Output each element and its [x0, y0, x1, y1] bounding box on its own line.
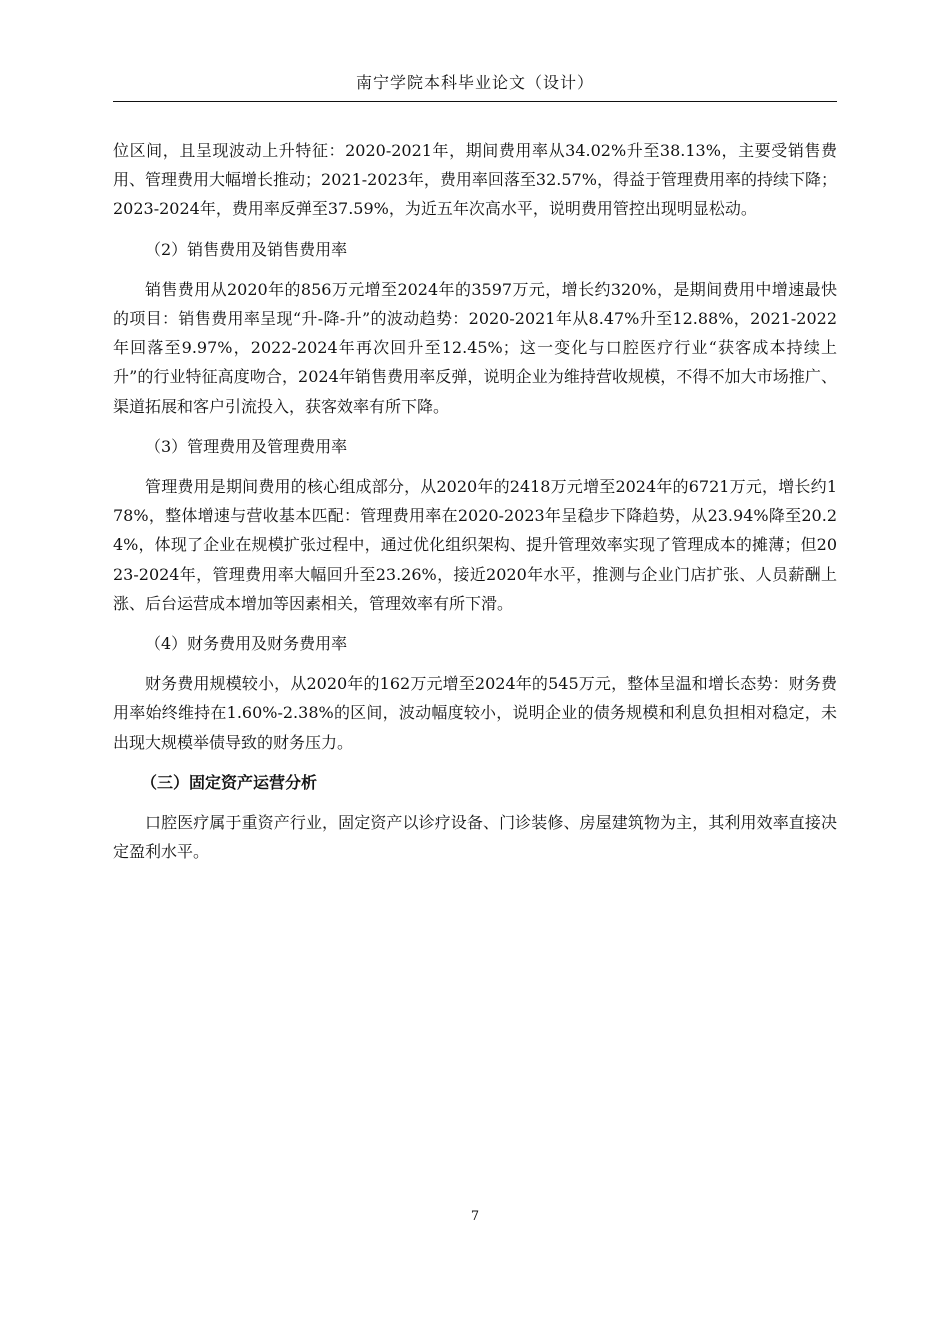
paragraph-admin-expense: 管理费用是期间费用的核心组成部分，从2020年的2418万元增至2024年的6721万元，增长约178%，整体增速与营收基本匹配：管理费用率在2020-2023年呈稳步下降趋势，从23.94%降至20.24%，体现了企业在规模扩张过程中，通过优化组织架构、提升管理效率实现了管理成本的摊薄；但2023-2024年，管理费用率大幅回升至23.26%，接近2020年水平，推测与企业门店扩张、人员薪酬上涨、后台运营成本增加等因素相关，管理效率有所下滑。 [113, 477, 837, 613]
subheading-finance-expense: （4）财务费用及财务费用率 [145, 634, 348, 654]
subheading-selling-expense: （2）销售费用及销售费用率 [145, 239, 348, 259]
subheading-admin-expense: （3）管理费用及管理费用率 [145, 436, 348, 456]
running-header: 南宁学院本科毕业论文（设计） [355, 73, 594, 92]
page-number: 7 [470, 1209, 480, 1224]
paragraph-selling-expense: 销售费用从2020年的856万元增至2024年的3597万元，增长约320%，是期间费用中增速最快的项目：销售费用率呈现“升-降-升”的波动趋势：2020-2021年从8.47%升至12.88%，2021-2022年回落至9.97%，2022-2024年再次回升至12.45%；这一变化与口腔医疗行业“获客成本持续上升”的行业特征高度吻合，2024年销售费用率反弹，说明企业为维持营收规模，不得不加大市场推广、渠道拓展和客户引流投入，获客效率有所下降。 [113, 279, 837, 416]
header-rule [113, 101, 837, 102]
paragraph-fixed-assets: 口腔医疗属于重资产行业，固定资产以诊疗设备、门诊装修、房屋建筑物为主，其利用效率直接决定盈利水平。 [113, 813, 837, 862]
paragraph-finance-expense: 财务费用规模较小，从2020年的162万元增至2024年的545万元，整体呈温和增长态势：财务费用率始终维持在1.60%-2.38%的区间，波动幅度较小，说明企业的债务规模和利息负担相对稳定，未出现大规模举债导致的财务压力。 [113, 674, 837, 752]
body-content [113, 136, 837, 866]
paragraph-period-expense-rate: 位区间，且呈现波动上升特征：2020-2021年，期间费用率从34.02%升至38.13%，主要受销售费用、管理费用大幅增长推动；2021-2023年，费用率回落至32.57%，得益于管理费用率的持续下降；2023-2024年，费用率反弹至37.59%，为近五年次高水平，说明费用管控出现明显松动。 [113, 141, 837, 219]
section-heading-fixed-assets: （三）固定资产运营分析 [141, 772, 318, 792]
